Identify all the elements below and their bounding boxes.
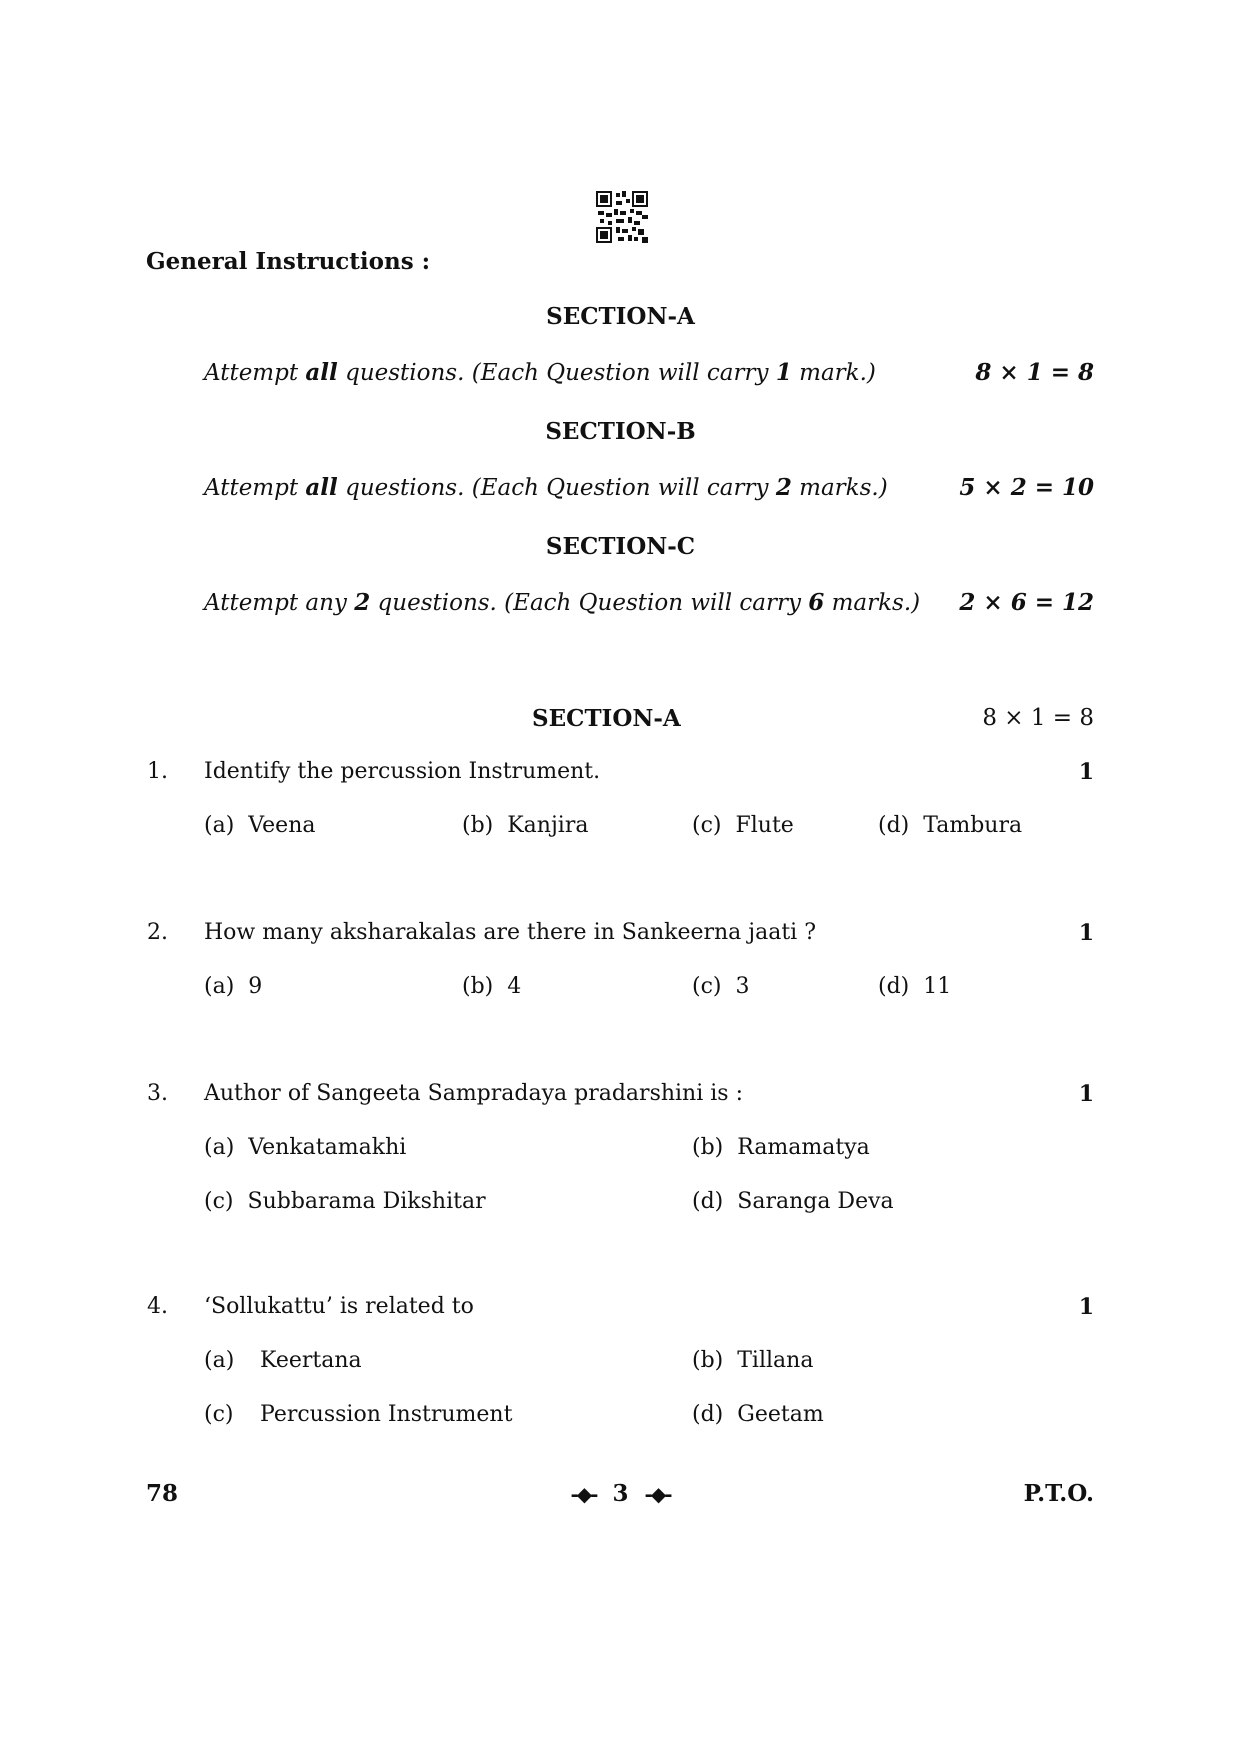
general-instructions-title: General Instructions : [146,248,431,275]
question-3-text: Author of Sangeeta Sampradaya pradarshini is : [204,1081,743,1106]
question-1-text: Identify the percussion Instrument. [204,759,601,784]
paper-code: 78 [146,1480,179,1507]
instructions-section-c-text: Attempt any 2 questions. (Each Question will carry 6 marks.) [204,589,921,616]
question-2-option-d: (d) 11 [878,974,952,999]
question-4-number: 4. [147,1294,168,1319]
instructions-section-a-text: Attempt all questions. (Each Question will carry 1 mark.) [204,359,876,386]
instructions-section-a-marks: 8 × 1 = 8 [975,359,1094,386]
question-2-option-a: (a) 9 [204,974,263,999]
question-1-option-c: (c) Flute [692,813,794,838]
instructions-section-a-heading: SECTION-A [546,303,695,330]
question-1-option-d: (d) Tambura [878,813,1023,838]
question-4-option-d: (d) Geetam [692,1402,824,1427]
ornament-right-icon: -◆- [644,1482,671,1506]
question-3-number: 3. [147,1081,168,1106]
question-2-text: How many aksharakalas are there in Sankeerna jaati ? [204,920,817,945]
question-3-mark: 1 [1078,1081,1094,1107]
question-2-number: 2. [147,920,168,945]
question-1-number: 1. [147,759,168,784]
question-3-option-a: (a) Venkatamakhi [204,1135,407,1160]
question-4-text: ‘Sollukattu’ is related to [204,1294,474,1319]
instructions-section-c-marks: 2 × 6 = 12 [959,589,1094,616]
question-1-option-b: (b) Kanjira [462,813,589,838]
instructions-section-b-marks: 5 × 2 = 10 [959,474,1094,501]
question-1-mark: 1 [1078,759,1094,785]
question-2-option-b: (b) 4 [462,974,522,999]
instructions-section-c-heading: SECTION-C [545,533,696,560]
ornament-left-icon: -◆- [570,1482,597,1506]
page-number-value: 3 [612,1480,629,1507]
qr-code-icon [596,191,648,243]
section-a-heading: SECTION-A [532,705,681,732]
question-4-option-b: (b) Tillana [692,1348,814,1373]
question-2-option-c: (c) 3 [692,974,750,999]
question-3-option-b: (b) Ramamatya [692,1135,870,1160]
please-turn-over: P.T.O. [1023,1480,1094,1507]
question-3-option-d: (d) Saranga Deva [692,1189,894,1214]
section-a-marks: 8 × 1 = 8 [982,705,1094,731]
question-4-option-a: (a) Keertana [204,1348,362,1373]
instructions-section-b-heading: SECTION-B [545,418,696,445]
instructions-section-b-text: Attempt all questions. (Each Question will carry 2 marks.) [204,474,888,501]
question-1-option-a: (a) Veena [204,813,316,838]
question-2-mark: 1 [1078,920,1094,946]
question-3-option-c: (c) Subbarama Dikshitar [204,1189,486,1214]
question-4-option-c: (c) Percussion Instrument [204,1402,513,1427]
question-4-mark: 1 [1078,1294,1094,1320]
